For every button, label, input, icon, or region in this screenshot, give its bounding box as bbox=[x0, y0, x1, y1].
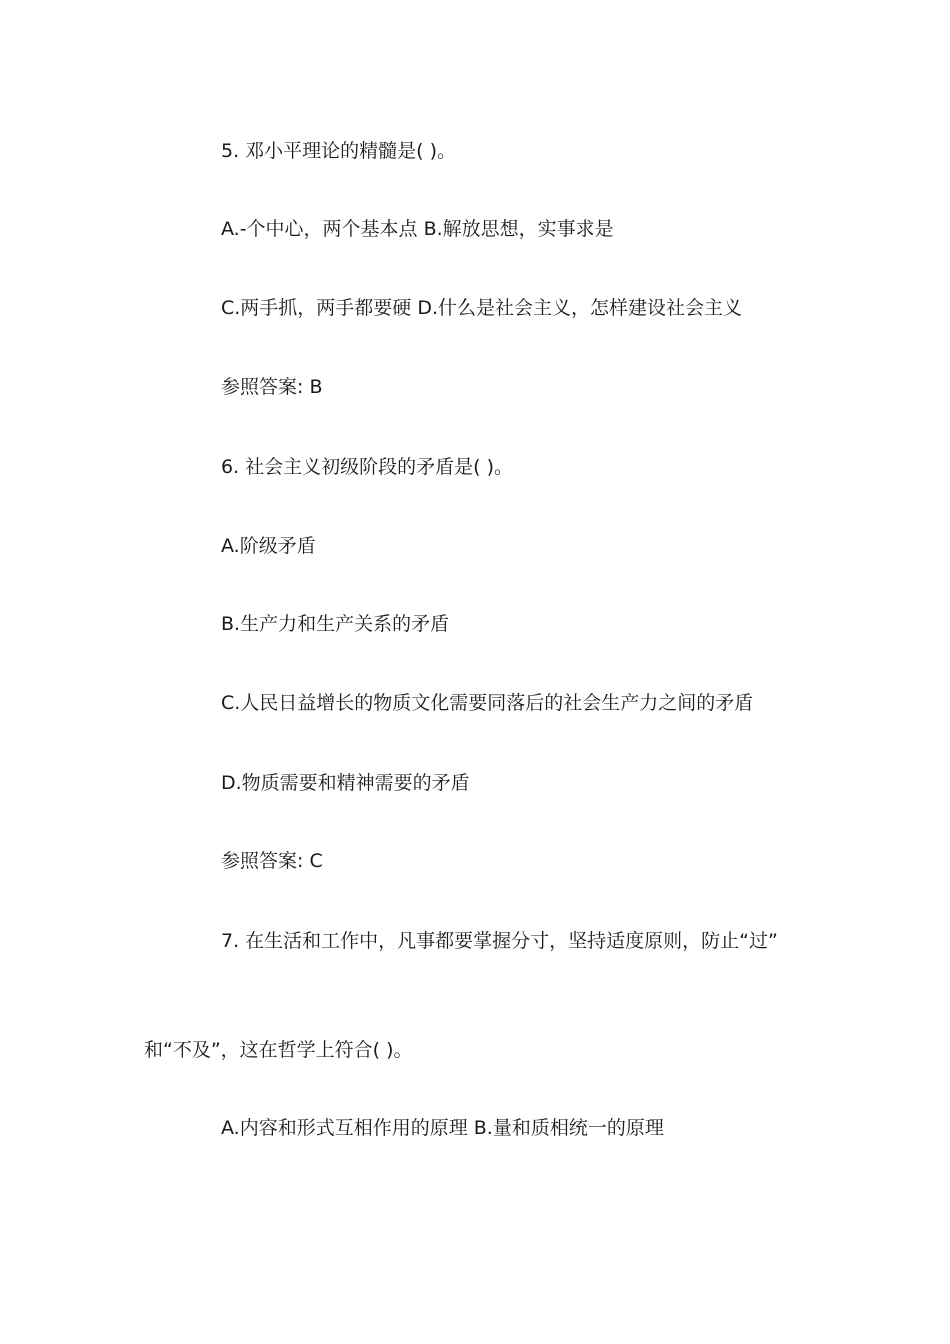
question-7-text-continued: 和“不及”，这在哲学上符合( )。 bbox=[144, 1039, 413, 1061]
question-7-text: 7. 在生活和工作中，凡事都要掌握分寸，坚持适度原则，防止“过” bbox=[221, 930, 778, 952]
question-6-option-b: B.生产力和生产关系的矛盾 bbox=[221, 613, 450, 635]
question-7-options-ab: A.内容和形式互相作用的原理 B.量和质相统一的原理 bbox=[221, 1117, 664, 1139]
question-6-text: 6. 社会主义初级阶段的矛盾是( )。 bbox=[221, 456, 514, 478]
question-5-options-cd: C.两手抓，两手都要硬 D.什么是社会主义，怎样建设社会主义 bbox=[221, 297, 743, 319]
question-6-option-d: D.物质需要和精神需要的矛盾 bbox=[221, 772, 470, 794]
question-5-text: 5. 邓小平理论的精髓是( )。 bbox=[221, 140, 457, 162]
question-6-option-a: A.阶级矛盾 bbox=[221, 535, 316, 557]
question-6-answer: 参照答案: C bbox=[221, 850, 323, 872]
question-5-answer: 参照答案: B bbox=[221, 376, 323, 398]
question-6-option-c: C.人民日益增长的物质文化需要同落后的社会生产力之间的矛盾 bbox=[221, 692, 754, 714]
question-5-options-ab: A.-个中心，两个基本点 B.解放思想，实事求是 bbox=[221, 218, 614, 240]
